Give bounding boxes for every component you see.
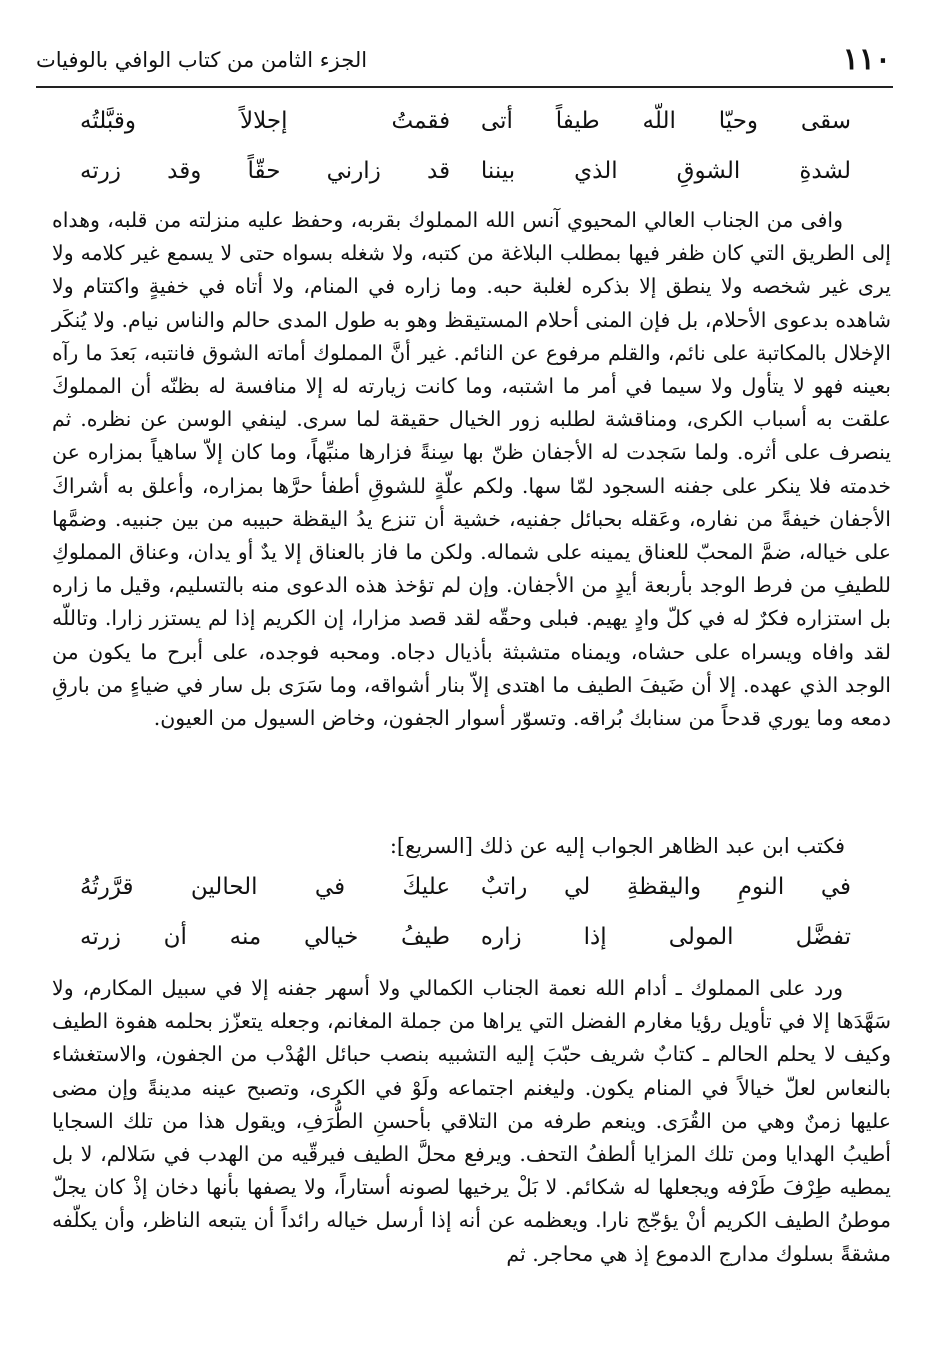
hemistich-second: فقمتُ إجلالاً وقبَّلتُه — [80, 108, 451, 134]
verse-line — [80, 924, 851, 974]
poem-introduction: فكتب ابن عبد الظاهر الجواب إليه عن ذلك [السريع]: — [389, 834, 845, 858]
hemistich-second: طيفُ خيالي منه أن زرته — [80, 924, 451, 950]
hemistich-first: لشدةِ الشوقِ الذي بيننا — [480, 158, 851, 184]
hemistich-first: سقى وحيّا اللّه طيفاً أتى — [480, 108, 851, 134]
page-number: ١١٠ — [842, 42, 891, 77]
running-title: الجزء الثامن من كتاب الوافي بالوفيات — [36, 48, 368, 72]
verse-line — [80, 874, 851, 924]
running-header — [36, 40, 893, 88]
poem-2 — [80, 874, 851, 974]
prose-block-1 — [52, 204, 891, 735]
hemistich-first: تفضَّل المولى إذا زاره — [480, 924, 851, 950]
verse-line — [80, 108, 851, 158]
hemistich-second: عليكَ في الحالين قرَّرتُهُ — [80, 874, 451, 900]
paragraph: ورد على المملوك ـ أدام الله نعمة الجناب الكمالي ولا أسهر جفنه إلا في سبيل المكارم، ولا سَهَّدَها إلا في تأويل رؤيا مغارم الفضل التي يراها من جملة المغانم، وجعله يتعزّز بحلمه هفوة الطيف وكيف لا يحلم الحالم ـ كتابٌ شريف حبّبَ إليه التشبيه بنصب حبائل الهُدْب من الجفون، والاستغشاء بالنعاس لعلّ خيالاً في المنام يكون. وليغنم اجتماعه ولَوْ في الكرى، وتصبح عينه مدينةً وإن مضى عليها زمنٌ وهي من القُرَى. وينعم طرفه من التلاقي بأحسنِ الطُّرَفِ، ويقول هذا من تلك السجايا أطيبُ الهدايا ومن تلك المزايا ألطفُ التحف. ويرفع محلَّ الطيف فيرقّيه من الهدب في سَلالم، لا بل يمطيه طِرْفَ طَرْفه ويجعلها له شكائم. لا بَلْ يرخيها لصونه أستاراً، ولا يصفها بأنها دخان إذْ كان يجلّ موطنُ الطيف الكريم أنْ يؤجّج نارا. ويعظمه عن أنه إذا أرسل خياله رائداً أن يتبعه الناظر، وأن يكلّفه مشقةً بسلوك مدارج الدموع إذ هي محاجر. ثم — [52, 976, 891, 1266]
hemistich-second: قد زارني حقّاً وقد زرته — [80, 158, 451, 184]
hemistich-first: في النومِ واليقظةِ لي راتبٌ — [480, 874, 851, 900]
poem-1 — [80, 108, 851, 208]
verse-line — [80, 158, 851, 208]
prose-block-2 — [52, 972, 891, 1271]
paragraph: وافى من الجناب العالي المحيوي آنس الله المملوك بقربه، وحفظ عليه منزلته من قلبه، وهداه إلى الطريق التي كان ظفر فيها بمطلب البلاغة من كتبه، ولا شغله بسواه حتى لا يسمع غير كلامه ولا يرى غير شخصه ولا ينطق إلا بذكره لغلبة حبه. وما زاره في المنام، ولا أتاه في خفيةٍ واكتتام ولا شاهده بدعوى الأحلام، بل فإن المنى أحلام المستيقظ وهو به طول المدى حالم والناس نيام. ولا يُنكَر الإخلال بالمكاتبة على نائم، والقلم مرفوع عن النائم. غير أنَّ المملوك أماته الشوق فانتبه، بَعدَ ما رآه بعينه فهو لا يتأول ولا سيما في أمر ما اشتبه، وما كانت زيارته له إلا منافسة له بظنّه أن المملوكَ علقت به أسباب الكرى، ومناقشة لطلبه زور الخيال حقيقة لما سرى. لينفي الوسن عن نظره. ثم ينصرف على أثره. ولما سَجدت له الأجفان ظنّ بها سِنةً فزارها منبِّهاً، وما كان إلاّ ساهياً بمزاره عن خدمته فلا ينكر على جفنه السجود لمّا سها. ولكم علّةٍ للشوقِ أطفأ حرَّها بمزاره، وأعلق به أشراكَ الأجفان خيفةً من نفاره، وعَقله بحبائل جفنيه، خشية أن تنزع يدُ اليقظة حبيبه من بين جنبيه. وضمَّها على خياله، ضمَّ المحبّ للعناق يمينه على شماله. ولكن ما فاز بالعناق إلا يدٌ أو يدان، وعناق المملوكِ للطيفِ من فرط الوجد بأربعة أيدٍ من الأجفان. وإن لم تؤخذ هذه الدعوى منه بالتسليم، وقيل ما زاره بل استزاره فكرٌ له في كلّ وادٍ يهيم. فبلى وحقّه لقد قصد مزارا، إن الكريم إذا لم يستزر زارا. وتاللّه لقد وافاه ويسراه على حشاه، ويمناه متشبثة بأذيال دجاه. ومحبه فوجده، على أبرح ما يكون من الوجد الذي عهده. إلا أن ضَيفَ الطيف ما اهتدى إلاّ بنار أشواقه، وما سَرَى بل سار في ضياءٍ من بارقِ دمعه وما يوري قدحاً من سنابك بُراقه. وتسوّر أسوار الجفون، وخاض السيول من العيون. — [52, 208, 891, 731]
